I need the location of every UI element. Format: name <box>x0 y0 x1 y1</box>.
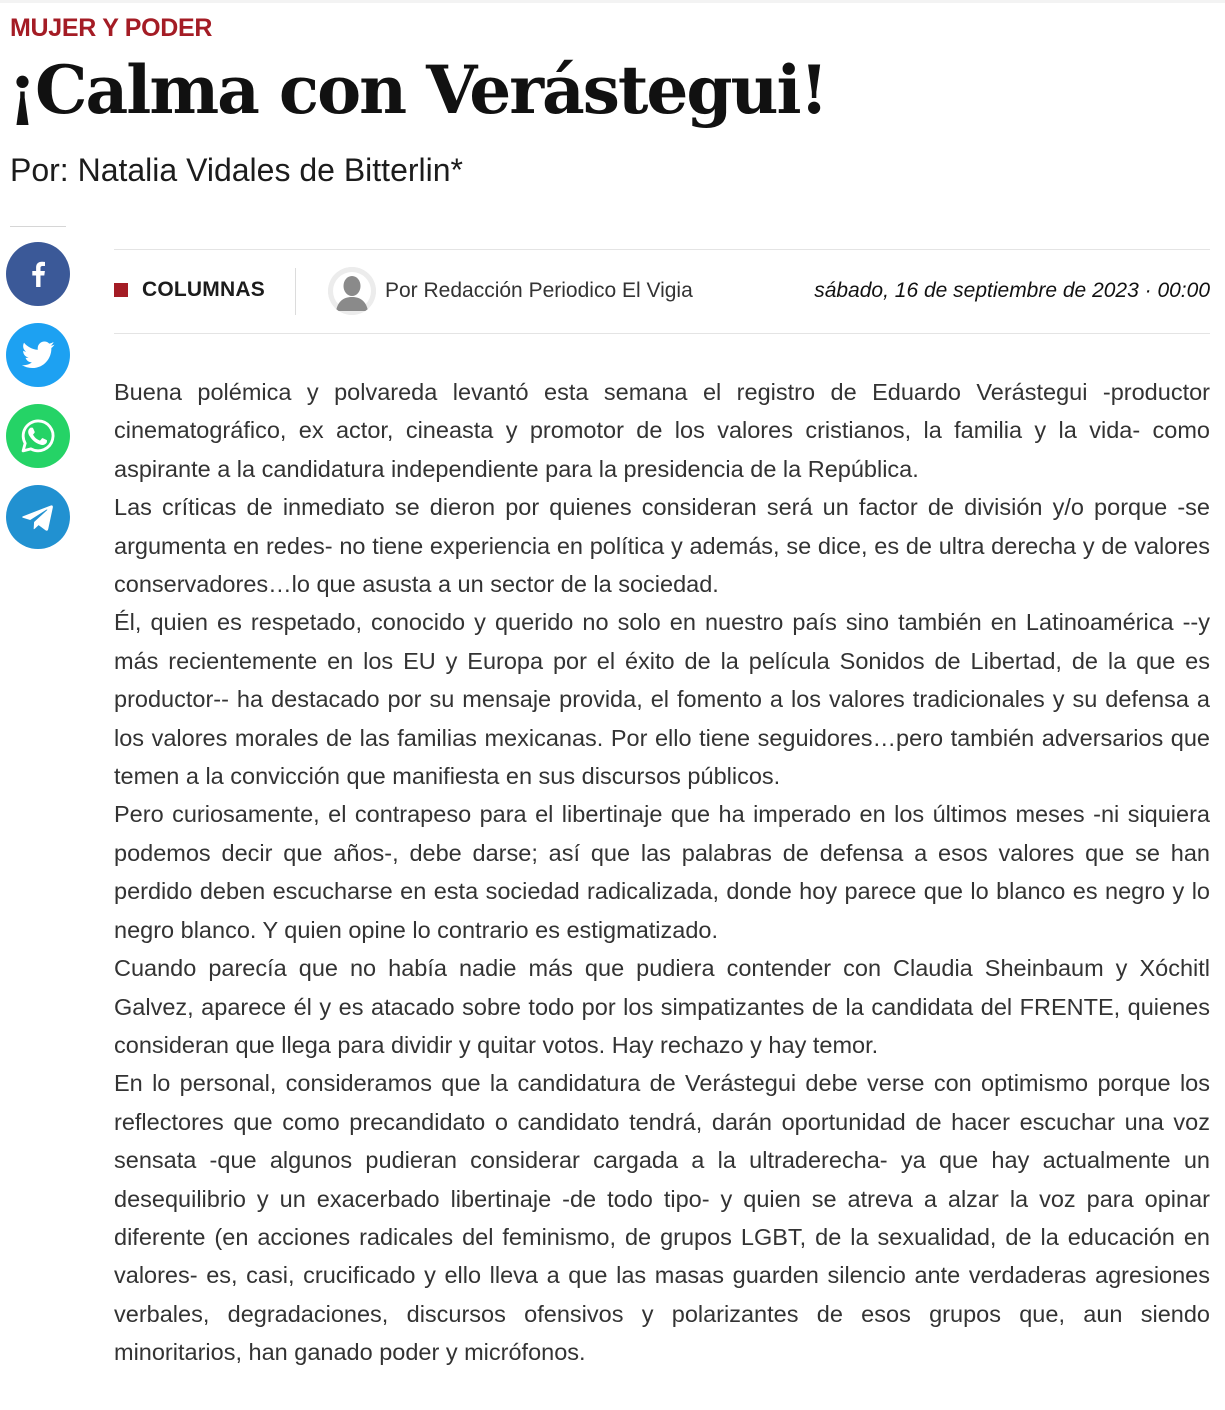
top-border <box>0 0 1225 3</box>
share-telegram-button[interactable] <box>6 485 70 549</box>
twitter-icon <box>20 337 56 373</box>
author-name: Por Redacción Periodico El Vigia <box>385 279 693 302</box>
article-subtitle: Por: Natalia Vidales de Bitterlin* <box>10 152 463 188</box>
user-silhouette-icon <box>328 267 376 315</box>
article-paragraph: Él, quien es respetado, conocido y querido no solo en nuestro país sino también en Latinoamérica --y más recientemente en los EU y Europa por el éxito de la película Sonidos de Libertad, de la que es productor-- ha destacado por su mensaje provida, el fomento a los valores tradicionales y su defensa a los valores morales de las familias mexicanas. Por ello tiene seguidores…pero también adversarios que temen a la convicción que manifiesta en sus discursos públicos. <box>114 609 1210 790</box>
avatar <box>328 267 376 315</box>
share-twitter-button[interactable] <box>6 323 70 387</box>
article-paragraph: Cuando parecía que no había nadie más que pudiera contender con Claudia Sheinbaum y Xóchitl Galvez, aparece él y es atacado sobre todo por los simpatizantes de la candidata del FRENTE, quienes consideran que llega para dividir y quitar votos. Hay rechazo y hay temor. <box>114 955 1210 1058</box>
article-paragraph: Buena polémica y polvareda levantó esta semana el registro de Eduardo Verástegui -productor cinematográfico, ex actor, cineasta y promotor de los valores cristianos, la familia y la vida- como aspirante a la candidatura independiente para la presidencia de la República. <box>114 379 1210 482</box>
publish-date: sábado, 16 de septiembre de 2023 · 00:00 <box>814 279 1210 302</box>
share-divider <box>10 226 66 227</box>
share-whatsapp-button[interactable] <box>6 404 70 468</box>
author-link[interactable] <box>328 267 693 315</box>
article-paragraph: Las críticas de inmediato se dieron por quienes consideran será un factor de división y/o porque -se argumenta en redes- no tiene experiencia en política y además, se dice, es de ultra derecha y de valores conservadores…lo que asusta a un sector de la sociedad. <box>114 494 1210 598</box>
category-square-icon <box>114 283 128 297</box>
section-kicker-link[interactable]: MUJER Y PODER <box>10 14 213 42</box>
article-paragraph: En lo personal, consideramos que la candidatura de Verástegui debe verse con optimismo porque los reflectores que como precandidato o candidato tendrá, darán oportunidad de hacer escuchar una voz sensata -que algunos pudieran considerar cargada a la ultraderecha- ya que hay actualmente un desequilibrio y un exacerbado libertinaje -de todo tipo- y quien se atreva a alzar la voz para opinar diferente (en acciones radicales del feminismo, de grupos LGBT, de la sexualidad, de la educación en valores- es, casi, crucificado y ello lleva a que las masas guarden silencio ante verdaderas agresiones verbales, degradaciones, discursos ofensivos y polarizantes de esos grupos que, aun siendo minoritarios, han ganado poder y micrófonos. <box>114 1070 1210 1366</box>
article-body <box>114 373 1210 1372</box>
facebook-icon <box>18 254 58 294</box>
article-meta-bar <box>114 249 1210 334</box>
category-link[interactable] <box>114 278 265 302</box>
article-paragraph: Pero curiosamente, el contrapeso para el libertinaje que ha imperado en los últimos meses -ni siquiera podemos decir que años-, debe darse; así que las palabras de defensa a esos valores que se han perdido deben escucharse en esta sociedad radicalizada, donde hoy parece que lo blanco es negro y lo negro blanco. Y quien opine lo contrario es estigmatizado. <box>114 801 1210 943</box>
article-title: ¡Calma con Verástegui! <box>8 51 827 129</box>
category-label: COLUMNAS <box>142 278 265 301</box>
share-facebook-button[interactable] <box>6 242 70 306</box>
meta-separator <box>295 268 296 315</box>
telegram-icon <box>20 499 56 535</box>
whatsapp-icon <box>19 417 57 455</box>
